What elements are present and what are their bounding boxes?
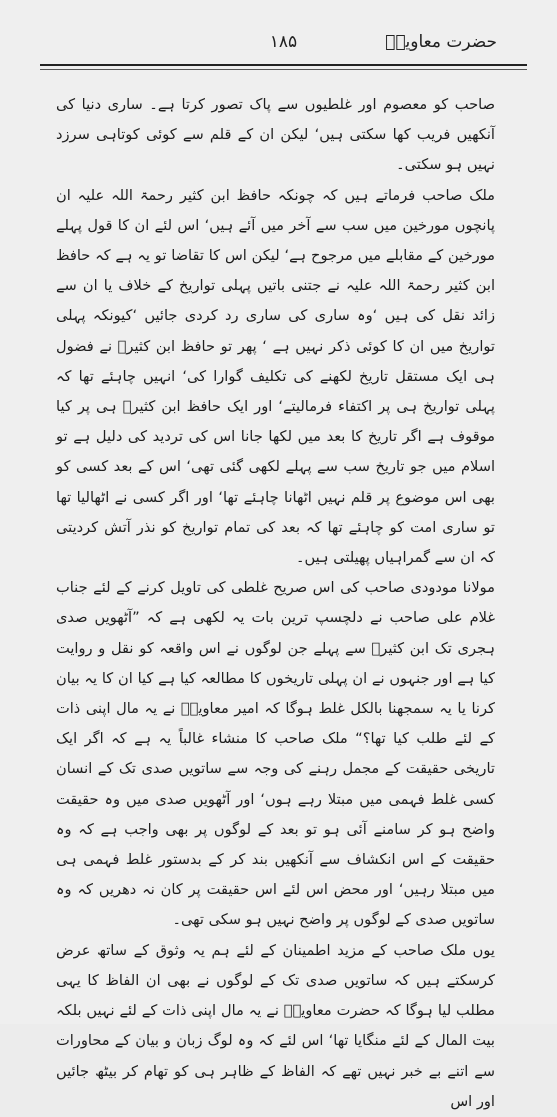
header-rule-thin: [40, 69, 527, 70]
paragraph: صاحب کو معصوم اور غلطیوں سے پاک تصور کرتا ہے۔ ساری دنیا کی آنکھیں فریب کھا سکتی ہیں‘ لیکن ان کے قلم سے کوئی کوتاہی سرزد نہیں ہو سکتی۔: [56, 96, 495, 174]
paragraph: یوں ملک صاحب کے مزید اطمینان کے لئے ہم یہ وثوق کے ساتھ عرض کرسکتے ہیں کہ ساتویں صدی تک کے لوگوں نے بھی ان الفاظ کا یہی مطلب لیا ہوگا کہ حضرت معاویہؓ نے یہ مال اپنی ذات کے لئے نہیں بلکہ بیت المال کے لئے منگایا تھا‘ اس لئے کہ وہ لوگ زبان و بیان کے محاورات سے اتنے بے خبر نہیں تھے کہ الفاظ کے ظاہر ہی کو تھام کر بیٹھ جائیں اور اس: [56, 941, 495, 1110]
paragraph: مولانا مودودی صاحب کی اس صریح غلطی کی تاویل کرنے کے لئے جناب غلام علی صاحب نے دلچسپ ترین بات یہ لکھی ہے کہ ”آٹھویں صدی ہجری تک ابن کثیرؒ سے پہلے جن لوگوں نے اس واقعہ کو نقل و روایت کیا ہے اور جنہوں نے ان پہلی تاریخوں کا مطالعہ کیا ہے کیا ان کا یہ بیان کرنا یا یہ سمجھنا بالکل غلط ہوگا کہ امیر معاویہؓ نے یہ مال اپنی ذات کے لئے طلب کیا تھا؟“ ملک صاحب کا منشاء غالباً یہ ہے کہ اگر ایک تاریخی حقیقت کے مجمل رہنے کی وجہ سے ساتویں صدی تک کے انسان کسی غلط فہمی میں مبتلا رہے ہوں‘ اور آٹھویں صدی میں وہ حقیقت واضح ہو کر سامنے آئی ہو تو بعد کے لوگوں پر بھی واجب ہے کہ وہ حقیقت کے اس انکشاف سے آنکھیں بند کر کے بدستور غلط فہمی ہی میں مبتلا رہیں‘ اور محض اس لئے اس حقیقت پر کان نہ دھریں کہ وہ ساتویں صدی کے لوگوں پر واضح نہیں ہو سکی تھی۔: [56, 579, 495, 929]
body-text: [56, 90, 495, 1110]
header-rule: [40, 64, 527, 66]
page-number: ۱۸۵: [269, 32, 298, 52]
paragraph: ملک صاحب فرماتے ہیں کہ چونکہ حافظ ابن کثیر رحمۃ اللہ علیہ ان پانچوں مورخین میں سب سے آخر میں آئے ہیں‘ اس لئے ان کا قول پہلے مورخین کے مقابلے میں مرجوح ہے‘ لیکن اس کا تقاضا تو یہ ہے کہ حافظ ابن کثیر رحمۃ اللہ علیہ نے جتنی باتیں پہلی تواریخ کے خلاف یا ان سے زائد نقل کی ہیں ‘وہ ساری کی ساری رد کردی جائیں ‘کیونکہ پہلی تواریخ میں ان کا کوئی ذکر نہیں ہے ‘ پھر تو حافظ ابن کثیرؒ نے فضول ہی ایک مستقل تاریخ لکھنے کی تکلیف گوارا کی‘ انہیں چاہئے تھا کہ پہلی تواریخ ہی پر اکتفاء فرمالیتے‘ اور ایک حافظ ابن کثیرؒ ہی پر کیا موقوف ہے اگر تاریخ کا بعد میں لکھا جانا اس کی تردید کی دلیل ہے تو اسلام میں جو تاریخ سب سے پہلے لکھی گئی تھی‘ اس کے بعد کسی کو بھی اس موضوع پر قلم نہیں اٹھانا چاہئے تھا‘ اور اگر کسی نے اٹھالیا تھا تو ساری امت کو چاہئے تھا کہ بعد کی تمام تواریخ کو نذر آتش کردیتی کہ ان سے گمراہیاں پھیلتی ہیں۔: [56, 186, 495, 567]
running-title: حضرت معاویہؓ: [385, 32, 497, 52]
page-header: [40, 30, 527, 70]
